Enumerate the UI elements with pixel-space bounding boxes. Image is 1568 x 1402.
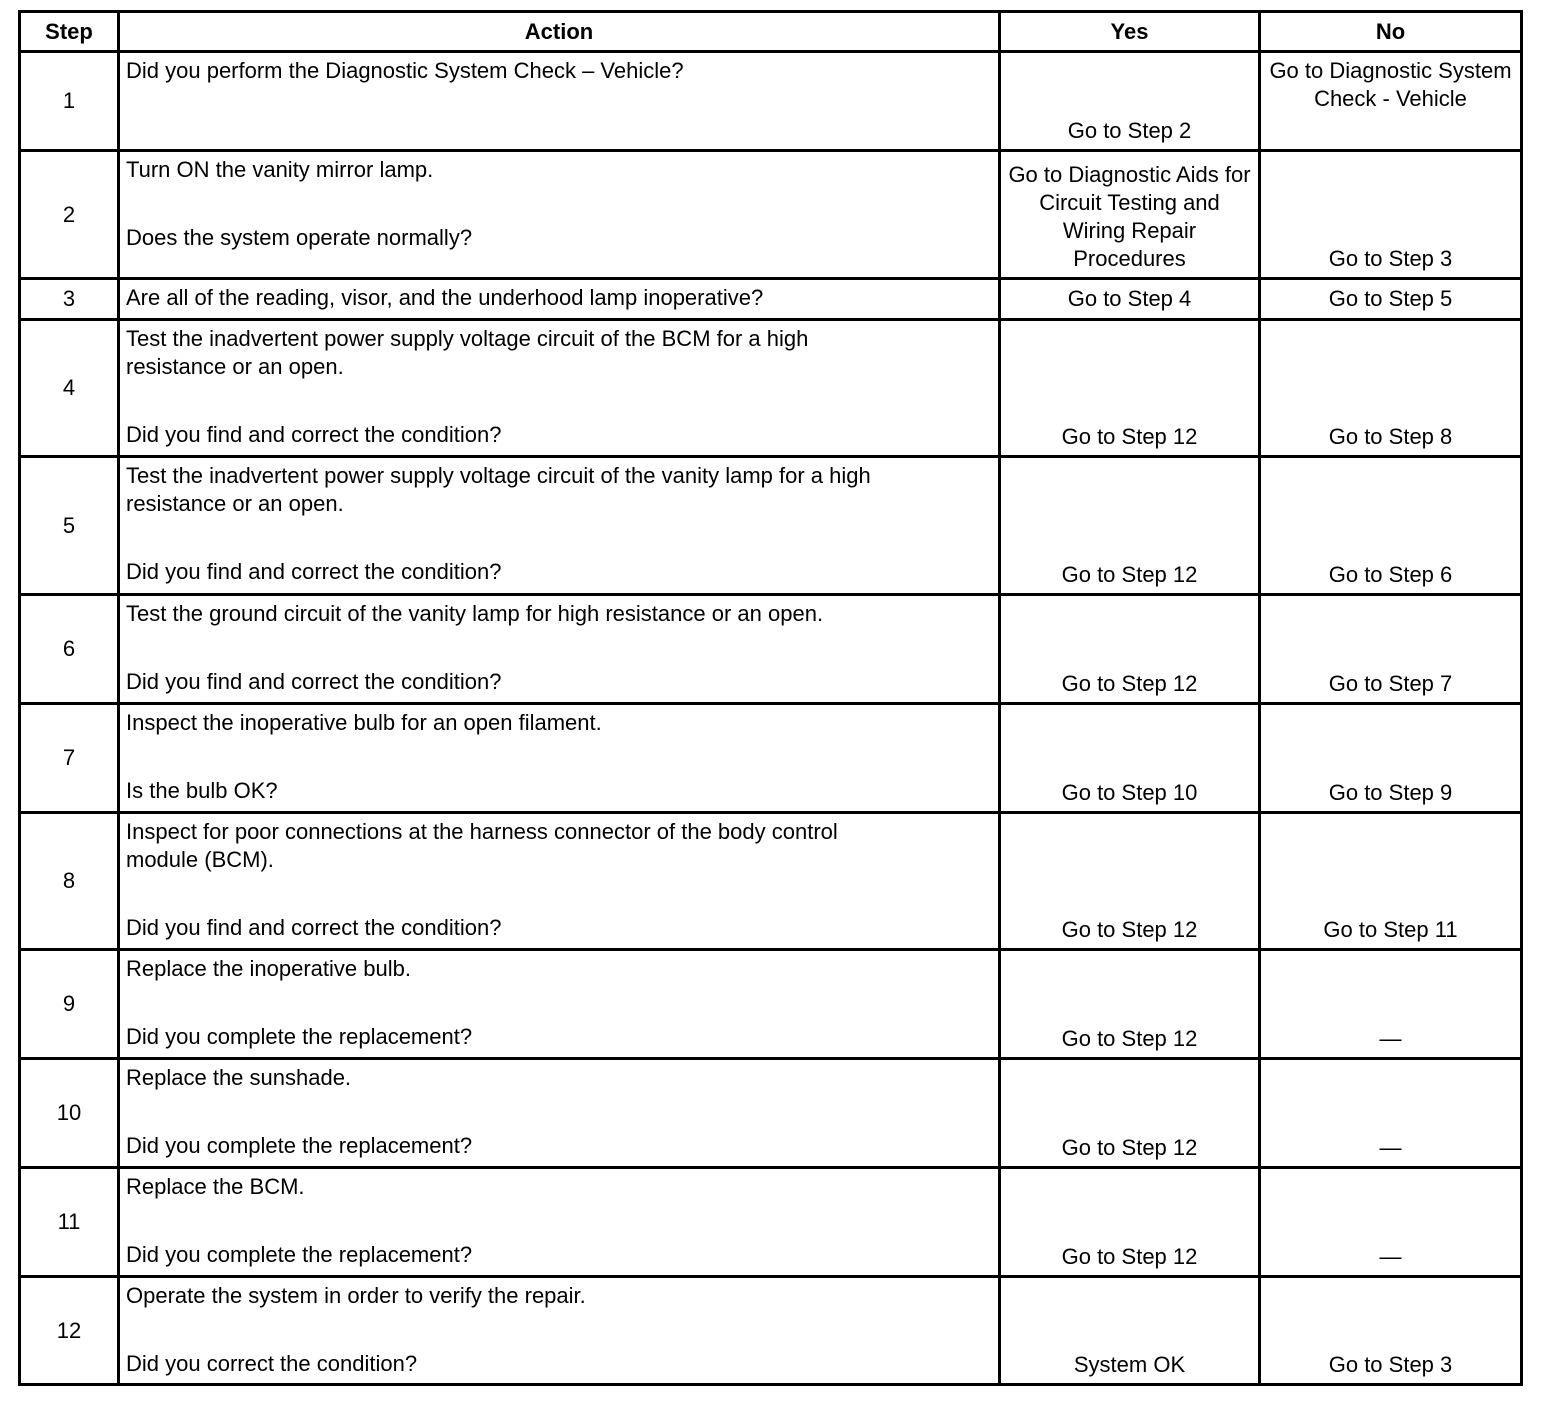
action-text: Are all of the reading, visor, and the underhood lamp inoperative? xyxy=(126,285,764,310)
table-row xyxy=(20,52,1522,151)
action-cell xyxy=(119,151,1000,279)
action-text: Replace the inoperative bulb. xyxy=(126,956,411,981)
no-result: Go to Step 3 xyxy=(1260,1277,1522,1385)
table-row xyxy=(20,1168,1522,1277)
action-question: Did you find and correct the condition? xyxy=(126,422,502,447)
table-row xyxy=(20,320,1522,457)
yes-result: Go to Step 12 xyxy=(1000,457,1260,595)
action-cell xyxy=(119,704,1000,813)
table-row xyxy=(20,1277,1522,1385)
yes-result: Go to Step 12 xyxy=(1000,813,1260,950)
spacer xyxy=(126,381,992,421)
spacer xyxy=(126,1310,992,1350)
no-result: — xyxy=(1260,950,1522,1059)
action-text: module (BCM). xyxy=(126,847,274,872)
no-result: Go to Step 5 xyxy=(1260,279,1522,320)
header-action: Action xyxy=(119,12,1000,52)
spacer xyxy=(126,184,992,224)
action-text: resistance or an open. xyxy=(126,491,344,516)
action-question: Did you correct the condition? xyxy=(126,1351,418,1376)
step-number: 2 xyxy=(20,151,119,279)
no-result: Go to Step 11 xyxy=(1260,813,1522,950)
table-row xyxy=(20,813,1522,950)
action-text: Replace the sunshade. xyxy=(126,1065,352,1090)
action-cell xyxy=(119,320,1000,457)
spacer xyxy=(126,628,992,668)
table-body xyxy=(20,52,1522,1385)
no-result: Go to Step 6 xyxy=(1260,457,1522,595)
yes-result: Go to Step 4 xyxy=(1000,279,1260,320)
no-result: — xyxy=(1260,1168,1522,1277)
action-cell xyxy=(119,950,1000,1059)
header-yes: Yes xyxy=(1000,12,1260,52)
no-result: Go to Step 7 xyxy=(1260,595,1522,704)
action-text: Inspect for poor connections at the harness connector of the body control xyxy=(126,819,838,844)
action-text: Replace the BCM. xyxy=(126,1174,305,1199)
yes-result: System OK xyxy=(1000,1277,1260,1385)
step-number: 5 xyxy=(20,457,119,595)
spacer xyxy=(126,737,992,777)
step-number: 1 xyxy=(20,52,119,151)
action-question: Did you find and correct the condition? xyxy=(126,915,502,940)
action-cell xyxy=(119,52,1000,151)
step-number: 11 xyxy=(20,1168,119,1277)
action-text: resistance or an open. xyxy=(126,354,344,379)
table-row xyxy=(20,704,1522,813)
yes-result: Go to Diagnostic Aids for Circuit Testing and Wiring Repair Procedures xyxy=(1000,151,1260,279)
step-number: 12 xyxy=(20,1277,119,1385)
table-row xyxy=(20,279,1522,320)
diagnostic-table xyxy=(18,10,1523,1386)
action-text: Inspect the inoperative bulb for an open filament. xyxy=(126,710,602,735)
header-row xyxy=(20,12,1522,52)
no-result: Go to Step 3 xyxy=(1260,151,1522,279)
action-cell xyxy=(119,813,1000,950)
step-number: 8 xyxy=(20,813,119,950)
no-result: — xyxy=(1260,1059,1522,1168)
yes-result: Go to Step 12 xyxy=(1000,1168,1260,1277)
step-number: 7 xyxy=(20,704,119,813)
action-question: Does the system operate normally? xyxy=(126,225,473,250)
action-text: Test the inadvertent power supply voltage circuit of the vanity lamp for a high xyxy=(126,463,871,488)
spacer xyxy=(126,983,992,1023)
yes-result: Go to Step 10 xyxy=(1000,704,1260,813)
spacer xyxy=(126,874,992,914)
spacer xyxy=(126,518,992,558)
action-text: Test the ground circuit of the vanity lamp for high resistance or an open. xyxy=(126,601,824,626)
action-question: Did you complete the replacement? xyxy=(126,1242,473,1267)
action-cell xyxy=(119,457,1000,595)
yes-result: Go to Step 12 xyxy=(1000,595,1260,704)
no-result: Go to Diagnostic System Check - Vehicle xyxy=(1260,52,1522,151)
yes-result: Go to Step 12 xyxy=(1000,1059,1260,1168)
no-result: Go to Step 8 xyxy=(1260,320,1522,457)
action-question: Did you find and correct the condition? xyxy=(126,559,502,584)
spacer xyxy=(126,1092,992,1132)
action-question: Did you complete the replacement? xyxy=(126,1133,473,1158)
action-question: Did you complete the replacement? xyxy=(126,1024,473,1049)
action-question: Did you find and correct the condition? xyxy=(126,669,502,694)
action-cell xyxy=(119,1168,1000,1277)
table-row xyxy=(20,457,1522,595)
action-text: Operate the system in order to verify the repair. xyxy=(126,1283,586,1308)
table-row xyxy=(20,595,1522,704)
header-no: No xyxy=(1260,12,1522,52)
action-cell xyxy=(119,1059,1000,1168)
yes-result: Go to Step 12 xyxy=(1000,320,1260,457)
table-row xyxy=(20,950,1522,1059)
action-text: Did you perform the Diagnostic System Check – Vehicle? xyxy=(126,58,684,83)
step-number: 10 xyxy=(20,1059,119,1168)
action-question: Is the bulb OK? xyxy=(126,778,278,803)
spacer xyxy=(126,1201,992,1241)
step-number: 3 xyxy=(20,279,119,320)
action-cell xyxy=(119,595,1000,704)
action-cell xyxy=(119,279,1000,320)
step-number: 9 xyxy=(20,950,119,1059)
step-number: 4 xyxy=(20,320,119,457)
header-step: Step xyxy=(20,12,119,52)
action-cell xyxy=(119,1277,1000,1385)
step-number: 6 xyxy=(20,595,119,704)
yes-result: Go to Step 12 xyxy=(1000,950,1260,1059)
table-row xyxy=(20,1059,1522,1168)
yes-result: Go to Step 2 xyxy=(1000,52,1260,151)
action-text: Turn ON the vanity mirror lamp. xyxy=(126,157,434,182)
no-result: Go to Step 9 xyxy=(1260,704,1522,813)
table-row xyxy=(20,151,1522,279)
action-text: Test the inadvertent power supply voltage circuit of the BCM for a high xyxy=(126,326,809,351)
